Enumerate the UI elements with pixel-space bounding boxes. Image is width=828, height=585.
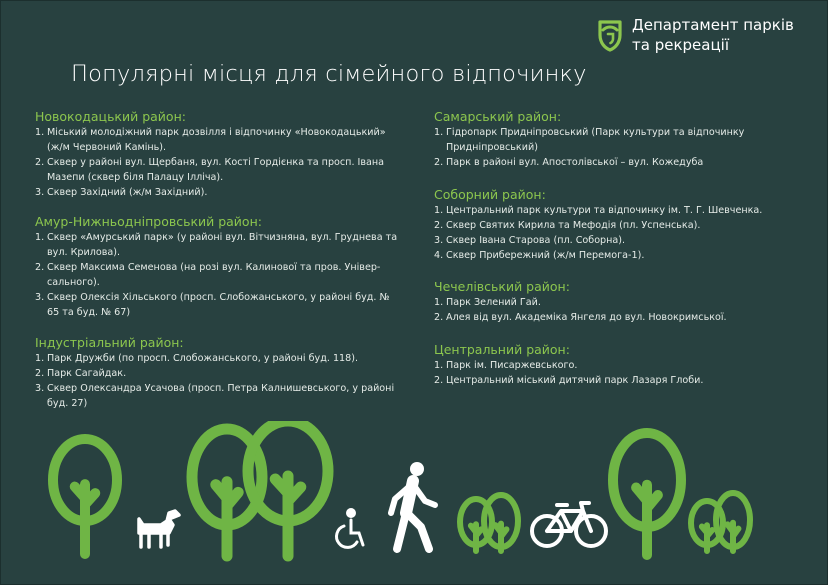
place-text — [47, 353, 358, 364]
place-number: 1. — [434, 297, 444, 308]
place-item — [434, 155, 744, 170]
place-number: 2. — [35, 368, 45, 379]
places-list — [35, 125, 386, 200]
place-text — [47, 187, 207, 198]
place-item — [434, 310, 727, 325]
place-text — [446, 375, 703, 386]
department-name-line2: та рекреації — [632, 36, 729, 54]
place-item — [434, 358, 703, 373]
place-number: 1. — [35, 353, 45, 364]
place-text-line: Парк Зелений Гай. — [446, 297, 541, 308]
bicycle-icon — [532, 503, 606, 546]
place-text-line: Парк Дружби (по просп. Слобожанського, у районі буд. 118). — [47, 353, 359, 364]
place-text — [47, 232, 397, 258]
place-text-line: Центральний парк культури та відпочинку ім. Т. Г. Шевченка. — [446, 205, 763, 216]
place-item — [35, 155, 386, 185]
place-text-line: Сквер «Амурський парк» (у районі вул. Вітчизняна, вул. Груднева та — [47, 232, 398, 243]
place-text-line: Сквер Святих Кирила та Мефодія (пл. Успенська). — [446, 220, 701, 231]
place-item — [35, 366, 394, 381]
district-name: Амур-Нижньодніпровський район: — [35, 214, 262, 229]
place-item — [35, 351, 394, 366]
shield-leaf-icon — [596, 18, 624, 52]
place-number: 1. — [35, 127, 45, 138]
place-text-line: Сквер Прибережний (ж/м Перемога-1). — [446, 250, 645, 261]
places-list — [35, 351, 394, 411]
place-text-line: Гідропарк Придніпровський (Парк культури та відпочинку — [446, 127, 745, 138]
place-text — [446, 235, 625, 246]
place-text-line: буд. 27) — [47, 398, 88, 409]
place-text — [446, 312, 727, 323]
place-item — [434, 233, 762, 248]
place-item — [35, 260, 397, 290]
place-text-line: Центральний міський дитячий парк Лазаря Глоби. — [446, 375, 704, 386]
place-text-line: сального). — [47, 277, 100, 288]
department-name-line1: Департамент парків — [632, 16, 794, 34]
place-number: 2. — [434, 157, 444, 168]
place-number: 1. — [434, 127, 444, 138]
district-name: Центральний район: — [434, 342, 570, 357]
places-list — [434, 125, 744, 170]
place-text-line: Сквер Максима Семенова (на розі вул. Калинової та пров. Універ- — [47, 262, 381, 273]
place-item — [35, 185, 386, 200]
place-text — [446, 127, 744, 153]
place-text-line: вул. Крилова). — [47, 247, 121, 258]
place-number: 2. — [35, 157, 45, 168]
page-title: Популярні місця для сімейного відпочинку — [71, 61, 587, 87]
place-number: 3. — [35, 187, 45, 198]
place-text-line: Сквер Івана Старова (пл. Соборна). — [446, 235, 626, 246]
department-name — [632, 15, 794, 55]
place-item — [35, 381, 394, 411]
district-block — [434, 342, 703, 388]
place-item — [35, 125, 386, 155]
place-number: 1. — [434, 360, 444, 371]
place-text-line: Сквер Олексія Хільського (просп. Слобожанського, у районі буд. № — [47, 292, 390, 303]
district-name: Самарський район: — [434, 109, 562, 124]
tree-icon — [613, 433, 681, 555]
district-name: Соборний район: — [434, 187, 546, 202]
place-text-line: Парк ім. Писаржевського. — [446, 360, 578, 371]
place-number: 1. — [35, 232, 45, 243]
district-block — [35, 214, 397, 320]
place-text-line: Сквер Олександра Усачова (просп. Петра Калнишевського, у районі — [47, 383, 395, 394]
district-name: Індустріальний район: — [35, 335, 184, 350]
place-item — [434, 295, 727, 310]
place-number: 3. — [434, 235, 444, 246]
places-list — [434, 295, 727, 325]
place-text-line: 65 та буд. № 67) — [47, 307, 131, 318]
place-item — [434, 373, 703, 388]
place-text-line: (ж/м Червоний Камінь). — [47, 142, 167, 153]
place-item — [434, 125, 744, 155]
place-number: 2. — [434, 312, 444, 323]
place-text-line: Парк Сагайдак. — [47, 368, 127, 379]
place-text-line: Сквер у районі вул. Щербаня, вул. Кості Гордієнка та просп. Івана — [47, 157, 385, 168]
place-text-line: Мазепи (сквер біля Палацу Ілліча). — [47, 172, 224, 183]
place-text — [47, 383, 394, 409]
place-number: 3. — [35, 292, 45, 303]
walking-person-icon — [391, 462, 435, 549]
place-item — [434, 203, 762, 218]
district-block — [35, 335, 394, 411]
place-item — [35, 290, 397, 320]
place-text — [446, 360, 577, 371]
place-number: 2. — [434, 220, 444, 231]
place-text — [47, 292, 390, 318]
place-text — [47, 157, 384, 183]
places-list — [434, 358, 703, 388]
place-number: 4. — [434, 250, 444, 261]
place-text — [446, 220, 700, 231]
place-text — [446, 157, 703, 168]
place-text — [446, 250, 644, 261]
district-name: Новокодацький район: — [35, 109, 186, 124]
place-text — [446, 205, 762, 216]
place-text-line: Парк в районі вул. Апостолівської – вул. Кожедуба — [446, 157, 704, 168]
place-number: 3. — [35, 383, 45, 394]
place-number: 2. — [35, 262, 45, 273]
place-text-line: Придніпровський) — [446, 142, 538, 153]
district-block — [434, 109, 744, 170]
place-number: 1. — [434, 205, 444, 216]
tree-icon — [53, 439, 117, 554]
place-item — [434, 248, 762, 263]
parks-illustration — [1, 421, 827, 584]
place-text — [47, 262, 380, 288]
place-text — [47, 127, 386, 153]
district-block — [35, 109, 386, 200]
district-block — [434, 279, 727, 325]
place-number: 2. — [434, 375, 444, 386]
places-list — [434, 203, 762, 263]
place-text — [47, 368, 126, 379]
dog-icon — [139, 511, 179, 547]
district-name: Чечелівський район: — [434, 279, 570, 294]
place-text-line: Сквер Західний (ж/м Західний). — [47, 187, 208, 198]
place-item — [35, 230, 397, 260]
wheelchair-icon — [337, 510, 363, 548]
department-logo — [596, 15, 821, 59]
district-block — [434, 187, 762, 263]
place-text — [446, 297, 541, 308]
place-item — [434, 218, 762, 233]
places-list — [35, 230, 397, 320]
place-text-line: Міський молодіжний парк дозвілля і відпочинку «Новокодацький» — [47, 127, 386, 138]
place-text-line: Алея від вул. Академіка Янгеля до вул. Новокримської. — [446, 312, 727, 323]
